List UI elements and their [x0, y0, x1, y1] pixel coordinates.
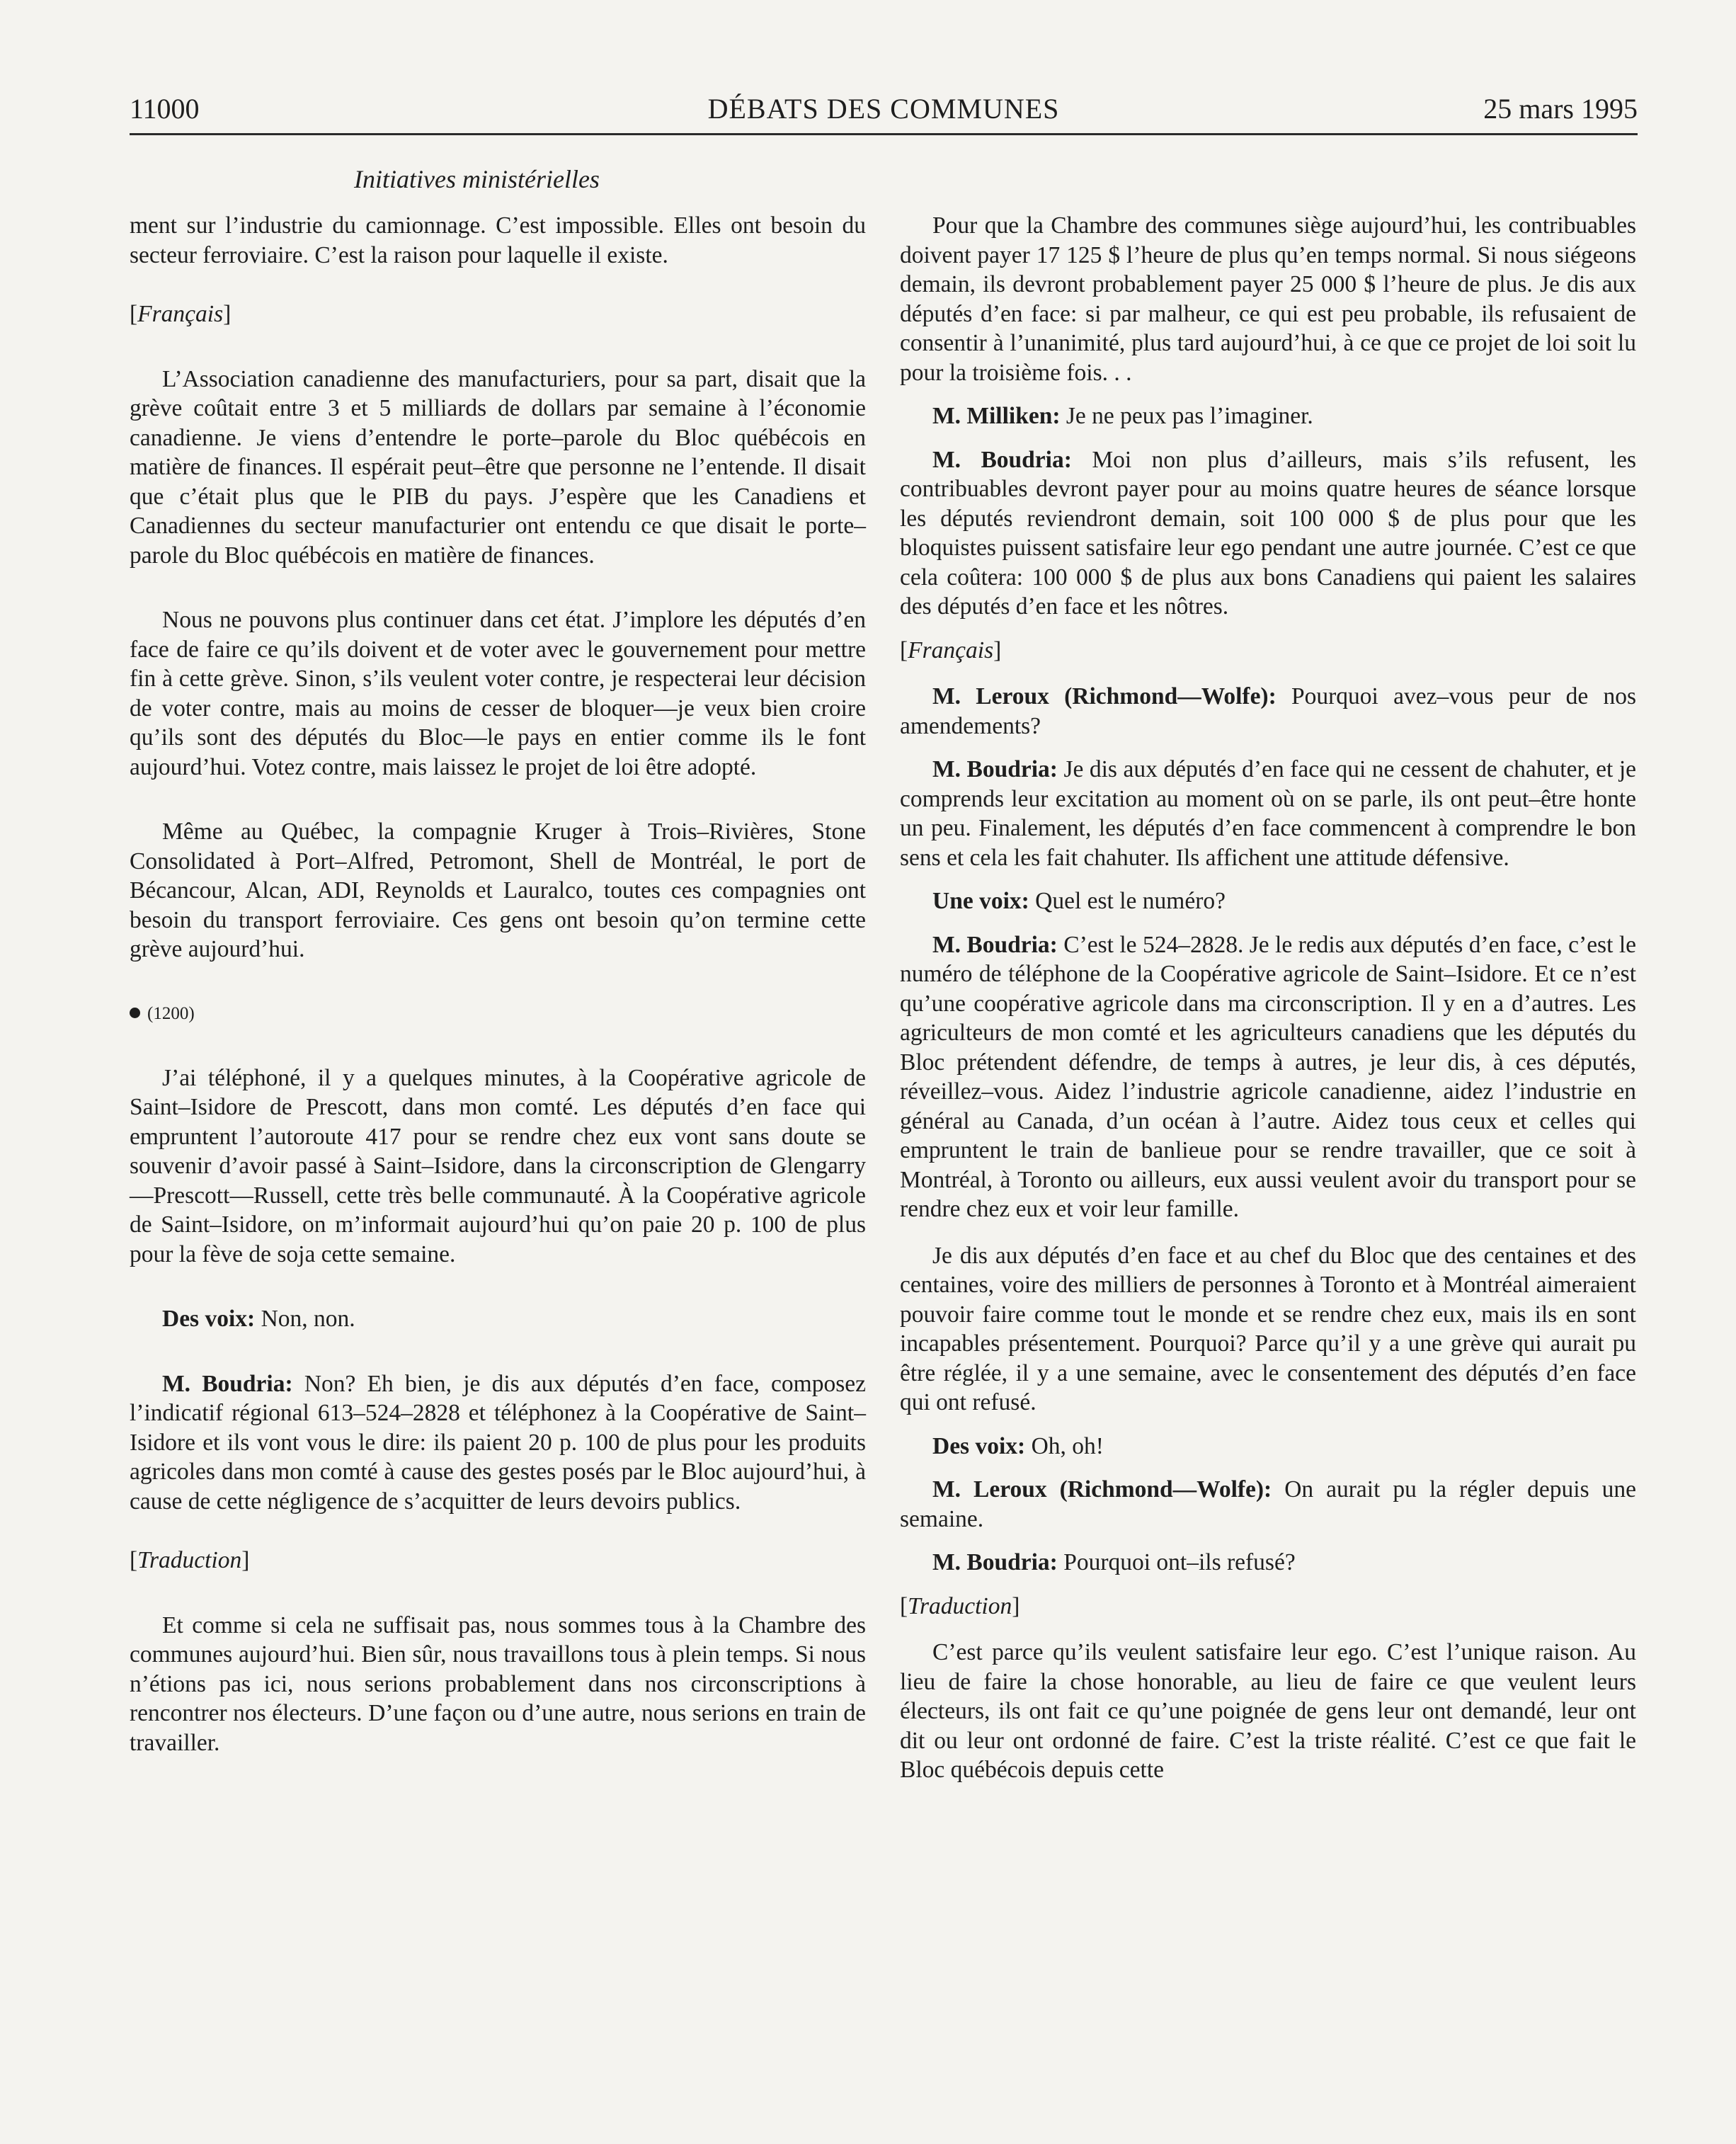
speech: M. Boudria: C’est le 524–2828. Je le redis aux députés d’en face, c’est le numéro de téléphone de la Coopérative agricole de Saint–Isidore. Et ce n’est qu’une coopérative agricole dans ma circonscription. Il y en a d’autres. Les agriculteurs de mon comté et les agriculteurs canadiens que les députés du Bloc prétendent défendre, de temps à autres, je leur dis, à ces députés, réveillez–vous. Aidez l’industrie agricole canadienne, aidez l’industrie en général au Canada, d’un océan à l’autre. Aidez tous ceux et celles qui empruntent le train de banlieue pour se rendre travailler, que ce soit à Montréal, à Toronto ou ailleurs, eux aussi veulent avoir du transport pour se rendre chez eux et voir leur famille. — [900, 931, 1636, 1222]
paragraph: C’est parce qu’ils veulent satisfaire leur ego. C’est l’unique raison. Au lieu de faire la chose honorable, au lieu de faire ce que veulent leurs électeurs, ils ont fait ce qu’une poignée de gens leur ont demandé, leur ont dit ou leur ont ordonné de faire. C’est la triste réalité. C’est ce que fait le Bloc québécois depuis cette — [900, 1639, 1636, 1783]
paragraph: Même au Québec, la compagnie Kruger à Trois–Rivières, Stone Consolidated à Port–Alfred, Petromont, Shell de Montréal, le port de Bécancour, Alcan, ADI, Reynolds et Lauralco, toutes ces compagnies ont besoin du transport ferroviaire. Ces gens ont besoin qu’on termine cette grève aujourd’hui. — [130, 819, 866, 962]
page-header — [130, 91, 1638, 135]
language-marker: [ Français ] — [130, 300, 866, 329]
publication-title: DÉBATS DES COMMUNES — [707, 93, 1060, 125]
speech: M. Milliken: Je ne peux pas l’imaginer. — [932, 403, 1313, 429]
paragraph: Nous ne pouvons plus continuer dans cet état. J’implore les députés d’en face de faire ce qu’ils doivent et de voter avec le gouvernement pour mettre fin à cette grève. Sinon, s’ils veulent voter contre, je respecterai leur décision de voter contre, mais au moins de cesser de bloquer—je veux bien croire qu’ils sont des députés du Bloc—le pays en entier comme ils le font aujourd’hui. Votez contre, mais laissez le projet de loi être adopté. — [130, 607, 866, 780]
speaker-name: M. Boudria: — [162, 1370, 293, 1397]
speaker-name: M. Leroux (Richmond—Wolfe): — [932, 683, 1277, 709]
speaker-name: M. Milliken: — [932, 403, 1061, 429]
paragraph: ment sur l’industrie du camionnage. C’est impossible. Elles ont besoin du secteur ferroviaire. C’est la raison pour laquelle il existe. — [130, 212, 866, 268]
page-date: 25 mars 1995 — [1483, 93, 1638, 125]
speech: M. Leroux (Richmond—Wolfe): On aurait pu la régler depuis une semaine. — [900, 1476, 1636, 1532]
speaker-name: M. Boudria: — [932, 1549, 1058, 1575]
speaker-name: M. Boudria: — [932, 756, 1058, 782]
language-marker: [ Français ] — [900, 636, 1636, 666]
language-marker: [ Traduction ] — [130, 1546, 866, 1575]
speaker-name: Des voix: — [932, 1432, 1026, 1459]
speaker-name: M. Leroux (Richmond—Wolfe): — [932, 1476, 1272, 1502]
speaker-name: M. Boudria: — [932, 446, 1072, 473]
page-number: 11000 — [130, 93, 200, 125]
paragraph: Et comme si cela ne suffisait pas, nous sommes tous à la Chambre des communes aujourd’hui. Bien sûr, nous travaillons tous à plein temps. Si nous n’étions pas ici, nous serions probablement dans nos circonscriptions à rencontrer nos électeurs. D’une façon ou d’une autre, nous serions en train de travailler. — [130, 1612, 866, 1756]
paragraph: Je dis aux députés d’en face et au chef du Bloc que des centaines et des centaines, voire des milliers de personnes à Toronto et à Montréal aimeraient pouvoir faire comme tout le monde et se rendre chez eux, mais ils en sont incapables présentement. Pourquoi? Parce qu’il y a une grève qui aurait pu être réglée, il y a une semaine, avec le consentement des députés d’en face qui ont refusé. — [900, 1242, 1636, 1415]
paragraph: L’Association canadienne des manufacturiers, pour sa part, disait que la grève coûtait entre 3 et 5 milliards de dollars par semaine à l’économie canadienne. Je viens d’entendre le porte–parole du Bloc québécois en matière de finances. Il espérait peut–être que personne ne l’entende. Il disait que c’était plus que le PIB du pays. J’espère que les Canadiens et Canadiennes du secteur manufacturier ont entendu ce que disait le porte–parole du Bloc québécois en matière de finances. — [130, 365, 866, 569]
speech: M. Boudria: Je dis aux députés d’en face qui ne cessent de chahuter, et je comprends leur excitation au moment où on se parle, ils ont peut–être honte un peu. Finalement, les députés d’en face commencent à comprendre le bon sens et cela les fait chahuter. Ils affichent une attitude défensive. — [900, 756, 1637, 871]
speech: M. Leroux (Richmond—Wolfe): Pourquoi avez–vous peur de nos amendements? — [900, 683, 1636, 739]
bullet-icon — [130, 1008, 140, 1018]
speech: M. Boudria: Non? Eh bien, je dis aux députés d’en face, composez l’indicatif régional 613–524–2828 et téléphonez à la Coopérative de Saint–Isidore et ils vont vous le dire: ils paient 20 p. 100 de plus pour les produits agricoles dans mon comté à cause des gestes posés par le Bloc aujourd’hui, à cause de cette négligence de s’acquitter de leurs devoirs publics. — [130, 1370, 866, 1515]
speech: M. Boudria: Moi non plus d’ailleurs, mais s’ils refusent, les contribuables devront payer pour au moins quatre heures de séance lorsque les députés reviendront demain, soit 100 000 $ de plus pour que les bloquistes puissent satisfaire leur ego pendant une autre journée. C’est ce que cela coûtera: 100 000 $ de plus aux bons Canadiens qui paient les salaires des députés d’en face et les nôtres. — [900, 446, 1637, 620]
left-column — [130, 211, 866, 1757]
timestamp-marker: (1200) — [130, 1000, 866, 1028]
right-column — [900, 211, 1636, 1785]
section-title: Initiatives ministérielles — [354, 165, 600, 193]
paragraph: J’ai téléphoné, il y a quelques minutes, à la Coopérative agricole de Saint–Isidore de Prescott, dans mon comté. Les députés d’en face qui empruntent l’autoroute 417 pour se rendre chez eux vont sans doute se souvenir d’avoir passé à Saint–Isidore, dans la circonscription de Glengarry—Prescott—Russell, cette très belle communauté. À la Coopérative agricole de Saint–Isidore, on m’informait aujourd’hui qu’on paie 20 p. 100 de plus pour la fève de soja cette semaine. — [130, 1064, 866, 1267]
speech: Une voix: Quel est le numéro? — [932, 888, 1226, 914]
speaker-name: Une voix: — [932, 888, 1029, 914]
speech: M. Boudria: Pourquoi ont–ils refusé? — [932, 1549, 1296, 1575]
paragraph: Pour que la Chambre des communes siège aujourd’hui, les contribuables doivent payer 17 125 $ l’heure de plus qu’en temps normal. Si nous siégeons demain, ils devront probablement payer 25 000 $ l’heure de plus. Je dis aux députés d’en face: si par malheur, ce qui est peu probable, ils refusaient de consentir à l’unanimité, plus tard aujourd’hui, à ce que ce projet de loi soit lu pour la troisième fois. . . — [900, 212, 1636, 386]
speaker-name: M. Boudria: — [932, 931, 1058, 958]
language-marker: [ Traduction ] — [900, 1592, 1636, 1621]
speech: Des voix: Oh, oh! — [932, 1432, 1104, 1459]
speech: Des voix: Non, non. — [162, 1306, 355, 1332]
speaker-name: Des voix: — [162, 1306, 256, 1332]
